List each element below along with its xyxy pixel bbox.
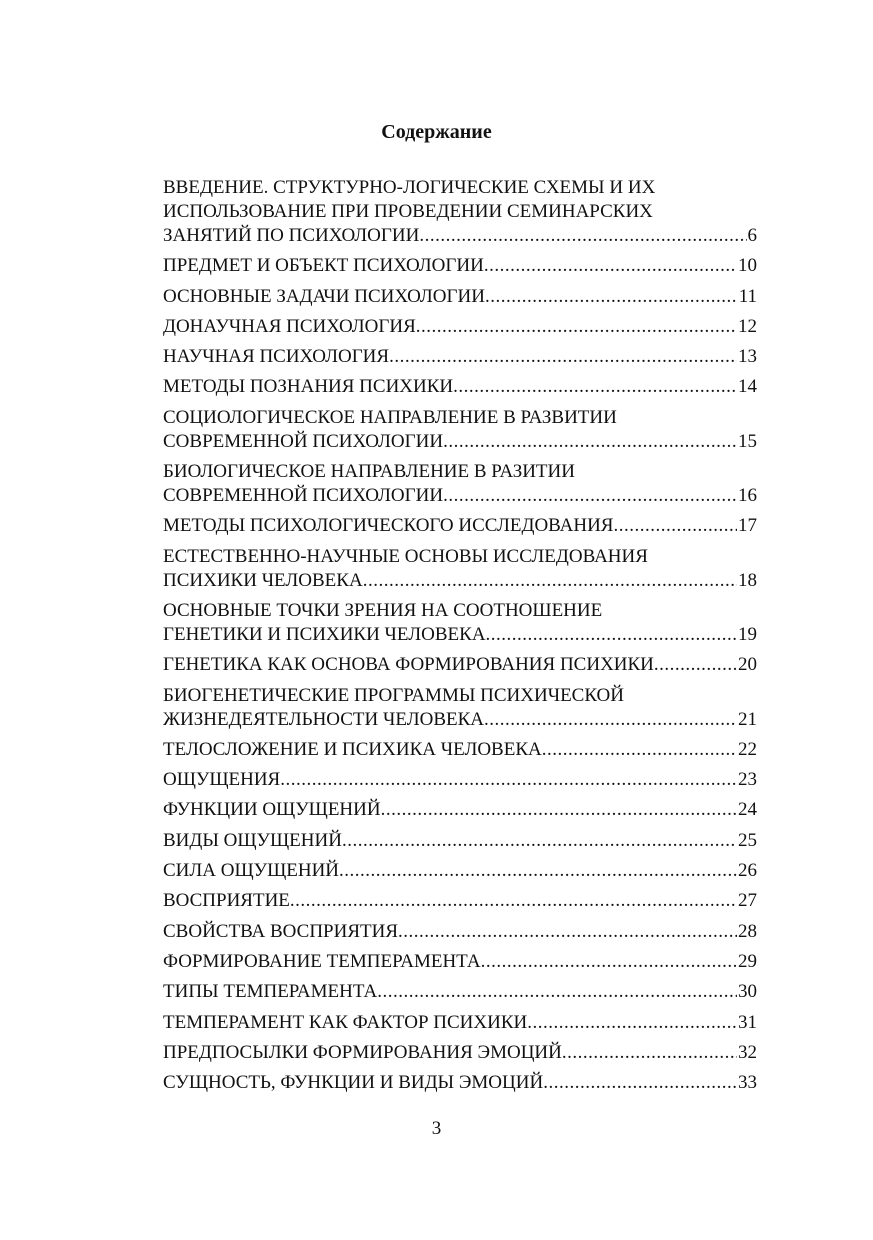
- toc-entry-last-line: [163, 345, 757, 369]
- toc-entry[interactable]: [163, 859, 757, 883]
- toc-entry-title: СОВРЕМЕННОЙ ПСИХОЛОГИИ: [163, 430, 444, 452]
- toc-entry-title: ОСНОВНЫЕ ЗАДАЧИ ПСИХОЛОГИИ: [163, 285, 485, 307]
- toc-entry-title-line: ЕСТЕСТВЕННО-НАУЧНЫЕ ОСНОВЫ ИССЛЕДОВАНИЯ: [163, 545, 648, 567]
- toc-entry[interactable]: [163, 545, 757, 593]
- toc-entry-page: 27: [738, 890, 757, 912]
- toc-entry[interactable]: [163, 920, 757, 944]
- toc-entry-page: 23: [738, 769, 757, 791]
- toc-entry-last-line: [163, 1041, 757, 1065]
- toc-entry-page: 20: [738, 654, 757, 676]
- toc-entry-title: ГЕНЕТИКИ И ПСИХИКИ ЧЕЛОВЕКА: [163, 623, 486, 645]
- toc-entry[interactable]: [163, 950, 757, 974]
- toc-entry-last-line: [163, 950, 757, 974]
- toc-entry-last-line: [163, 623, 757, 647]
- toc-entry-page: 29: [738, 950, 757, 972]
- toc-entry[interactable]: [163, 375, 757, 399]
- toc-entry[interactable]: [163, 889, 757, 913]
- page-number: 3: [431, 1118, 442, 1139]
- toc-entry-last-line: [163, 738, 757, 762]
- toc-entry-title: ВОСПРИЯТИЕ: [163, 890, 290, 912]
- toc-entry-last-line: [163, 430, 757, 454]
- toc-entry-title: ДОНАУЧНАЯ ПСИХОЛОГИЯ: [163, 315, 416, 337]
- dot-leader: [280, 768, 737, 792]
- dot-leader: [443, 430, 737, 454]
- toc-entry-title: ТЕМПЕРАМЕНТ КАК ФАКТОР ПСИХИКИ: [163, 1011, 528, 1033]
- toc-entry[interactable]: [163, 1041, 757, 1065]
- toc-entry-last-line: [163, 254, 757, 278]
- toc-entry[interactable]: [163, 315, 757, 339]
- toc-entry[interactable]: [163, 406, 757, 454]
- toc-entry-title-line: ВВЕДЕНИЕ. СТРУКТУРНО-ЛОГИЧЕСКИЕ СХЕМЫ И ИХ: [163, 177, 656, 198]
- toc-entry-title-line: ОСНОВНЫЕ ТОЧКИ ЗРЕНИЯ НА СООТНОШЕНИЕ: [163, 599, 603, 621]
- toc-entry-page: 6: [747, 225, 757, 246]
- dot-leader: [481, 950, 737, 974]
- toc-entry[interactable]: [163, 176, 757, 248]
- dot-leader: [416, 315, 737, 339]
- toc-entry-last-line: [163, 708, 757, 732]
- dot-leader: [613, 514, 737, 538]
- toc-entry-last-line: [163, 514, 757, 538]
- toc-entry-title: ОЩУЩЕНИЯ: [163, 769, 281, 791]
- toc-entry[interactable]: [163, 684, 757, 732]
- toc-entry-title-line: ИСПОЛЬЗОВАНИЕ ПРИ ПРОВЕДЕНИИ СЕМИНАРСКИХ: [163, 201, 653, 222]
- dot-leader: [363, 569, 737, 593]
- toc-entry-page: 32: [738, 1041, 757, 1063]
- toc-entry-title: ФОРМИРОВАНИЕ ТЕМПЕРАМЕНТА: [163, 950, 481, 972]
- toc-entry-last-line: [163, 859, 757, 883]
- dot-leader: [486, 623, 737, 647]
- dot-leader: [389, 345, 737, 369]
- toc-entry-last-line: [163, 829, 757, 853]
- dot-leader: [453, 375, 737, 399]
- toc-entry[interactable]: [163, 980, 757, 1004]
- dot-leader: [654, 653, 737, 677]
- toc-entry-page: 15: [738, 430, 757, 452]
- toc-entry-title: ВИДЫ ОЩУЩЕНИЙ: [163, 829, 342, 851]
- toc-entry[interactable]: [163, 829, 757, 853]
- toc-entry-page: 12: [738, 315, 757, 337]
- toc-entry-last-line: [163, 315, 757, 339]
- dot-leader: [484, 708, 737, 732]
- toc-entry-page: 31: [738, 1011, 757, 1033]
- dot-leader: [290, 889, 737, 913]
- toc-entry-last-line: [163, 653, 757, 677]
- dot-leader: [398, 920, 737, 944]
- toc-entry-title: ТИПЫ ТЕМПЕРАМЕНТА: [163, 981, 378, 1003]
- toc-entry-title: ГЕНЕТИКА КАК ОСНОВА ФОРМИРОВАНИЯ ПСИХИКИ: [163, 654, 654, 676]
- dot-leader: [484, 254, 737, 278]
- toc-entry-page: 17: [738, 515, 757, 537]
- toc-entry-last-line: [163, 920, 757, 944]
- toc-entry[interactable]: [163, 254, 757, 278]
- toc-entry-last-line: [163, 768, 757, 792]
- toc-entry-title: СИЛА ОЩУЩЕНИЙ: [163, 860, 340, 882]
- toc-entry-title: СОВРЕМЕННОЙ ПСИХОЛОГИИ: [163, 485, 444, 507]
- toc-entry[interactable]: [163, 514, 757, 538]
- toc-entry-last-line: [163, 285, 757, 309]
- toc-entry-page: 26: [738, 860, 757, 882]
- toc-entry-title: ПСИХИКИ ЧЕЛОВЕКА: [163, 569, 363, 591]
- toc-entry-page: 24: [738, 799, 757, 821]
- toc-entry-title: НАУЧНАЯ ПСИХОЛОГИЯ: [163, 346, 390, 368]
- toc-entry[interactable]: [163, 798, 757, 822]
- toc-entry-page: 21: [738, 708, 757, 730]
- toc-entry[interactable]: [163, 1011, 757, 1035]
- toc-entry-page: 13: [738, 346, 757, 368]
- dot-leader: [342, 829, 737, 853]
- toc-entry[interactable]: [163, 653, 757, 677]
- toc-entry-title: СВОЙСТВА ВОСПРИЯТИЯ: [163, 920, 398, 942]
- dot-leader: [543, 1071, 737, 1095]
- toc-entry[interactable]: [163, 738, 757, 762]
- toc-entry-page: 10: [738, 255, 757, 277]
- toc-entry-page: 28: [738, 920, 757, 942]
- toc-entry-title: ПРЕДМЕТ И ОБЪЕКТ ПСИХОЛОГИИ: [163, 255, 484, 277]
- toc-entry-last-line: [163, 569, 757, 593]
- toc-entry-page: 16: [738, 485, 757, 507]
- toc-entry-page: 33: [738, 1072, 757, 1094]
- toc-entry-title-line: СОЦИОЛОГИЧЕСКОЕ НАПРАВЛЕНИЕ В РАЗВИТИИ: [163, 406, 617, 428]
- toc-entry-title: СУЩНОСТЬ, ФУНКЦИИ И ВИДЫ ЭМОЦИЙ: [163, 1072, 544, 1094]
- toc-entry-title-line: БИОЛОГИЧЕСКОЕ НАПРАВЛЕНИЕ В РАЗИТИИ: [163, 461, 575, 483]
- toc-entry-page: 19: [738, 623, 757, 645]
- dot-leader: [381, 798, 737, 822]
- dot-leader: [419, 224, 746, 248]
- toc-entry[interactable]: [163, 345, 757, 369]
- toc-entry-page: 11: [738, 285, 757, 307]
- dot-leader: [562, 1041, 737, 1065]
- toc-entry-last-line: [163, 484, 757, 508]
- toc-entry[interactable]: [163, 1071, 757, 1095]
- toc-entry-last-line: [163, 224, 757, 248]
- toc-entry[interactable]: [163, 285, 757, 309]
- toc-entry-title: МЕТОДЫ ПОЗНАНИЯ ПСИХИКИ: [163, 376, 454, 398]
- toc-entry-last-line: [163, 1071, 757, 1095]
- dot-leader: [542, 738, 737, 762]
- toc-entry[interactable]: [163, 599, 757, 647]
- toc-entry-page: 25: [738, 829, 757, 851]
- toc-entry-title: ПРЕДПОСЫЛКИ ФОРМИРОВАНИЯ ЭМОЦИЙ: [163, 1041, 562, 1063]
- dot-leader: [377, 980, 737, 1004]
- toc-entry-last-line: [163, 375, 757, 399]
- toc-entry-last-line: [163, 1011, 757, 1035]
- toc-entry[interactable]: [163, 460, 757, 508]
- dot-leader: [485, 285, 738, 309]
- page-title: Содержание: [381, 121, 492, 143]
- toc-entry[interactable]: [163, 768, 757, 792]
- toc-entry-page: 18: [738, 569, 757, 591]
- toc-entry-title-line: БИОГЕНЕТИЧЕСКИЕ ПРОГРАММЫ ПСИХИЧЕСКОЙ: [163, 684, 624, 706]
- toc-entry-last-line: [163, 980, 757, 1004]
- dot-leader: [339, 859, 737, 883]
- table-of-contents: [163, 176, 757, 1101]
- toc-entry-title: ЗАНЯТИЙ ПО ПСИХОЛОГИИ: [163, 225, 420, 246]
- toc-entry-last-line: [163, 889, 757, 913]
- toc-entry-page: 14: [738, 376, 757, 398]
- toc-entry-title: ЖИЗНЕДЕЯТЕЛЬНОСТИ ЧЕЛОВЕКА: [163, 708, 484, 730]
- dot-leader: [527, 1011, 737, 1035]
- toc-entry-title: ТЕЛОСЛОЖЕНИЕ И ПСИХИКА ЧЕЛОВЕКА: [163, 738, 542, 760]
- toc-entry-title: ФУНКЦИИ ОЩУЩЕНИЙ: [163, 799, 381, 821]
- toc-entry-last-line: [163, 798, 757, 822]
- dot-leader: [443, 484, 737, 508]
- toc-entry-page: 30: [738, 981, 757, 1003]
- toc-entry-page: 22: [738, 738, 757, 760]
- toc-entry-title: МЕТОДЫ ПСИХОЛОГИЧЕСКОГО ИССЛЕДОВАНИЯ: [163, 515, 614, 537]
